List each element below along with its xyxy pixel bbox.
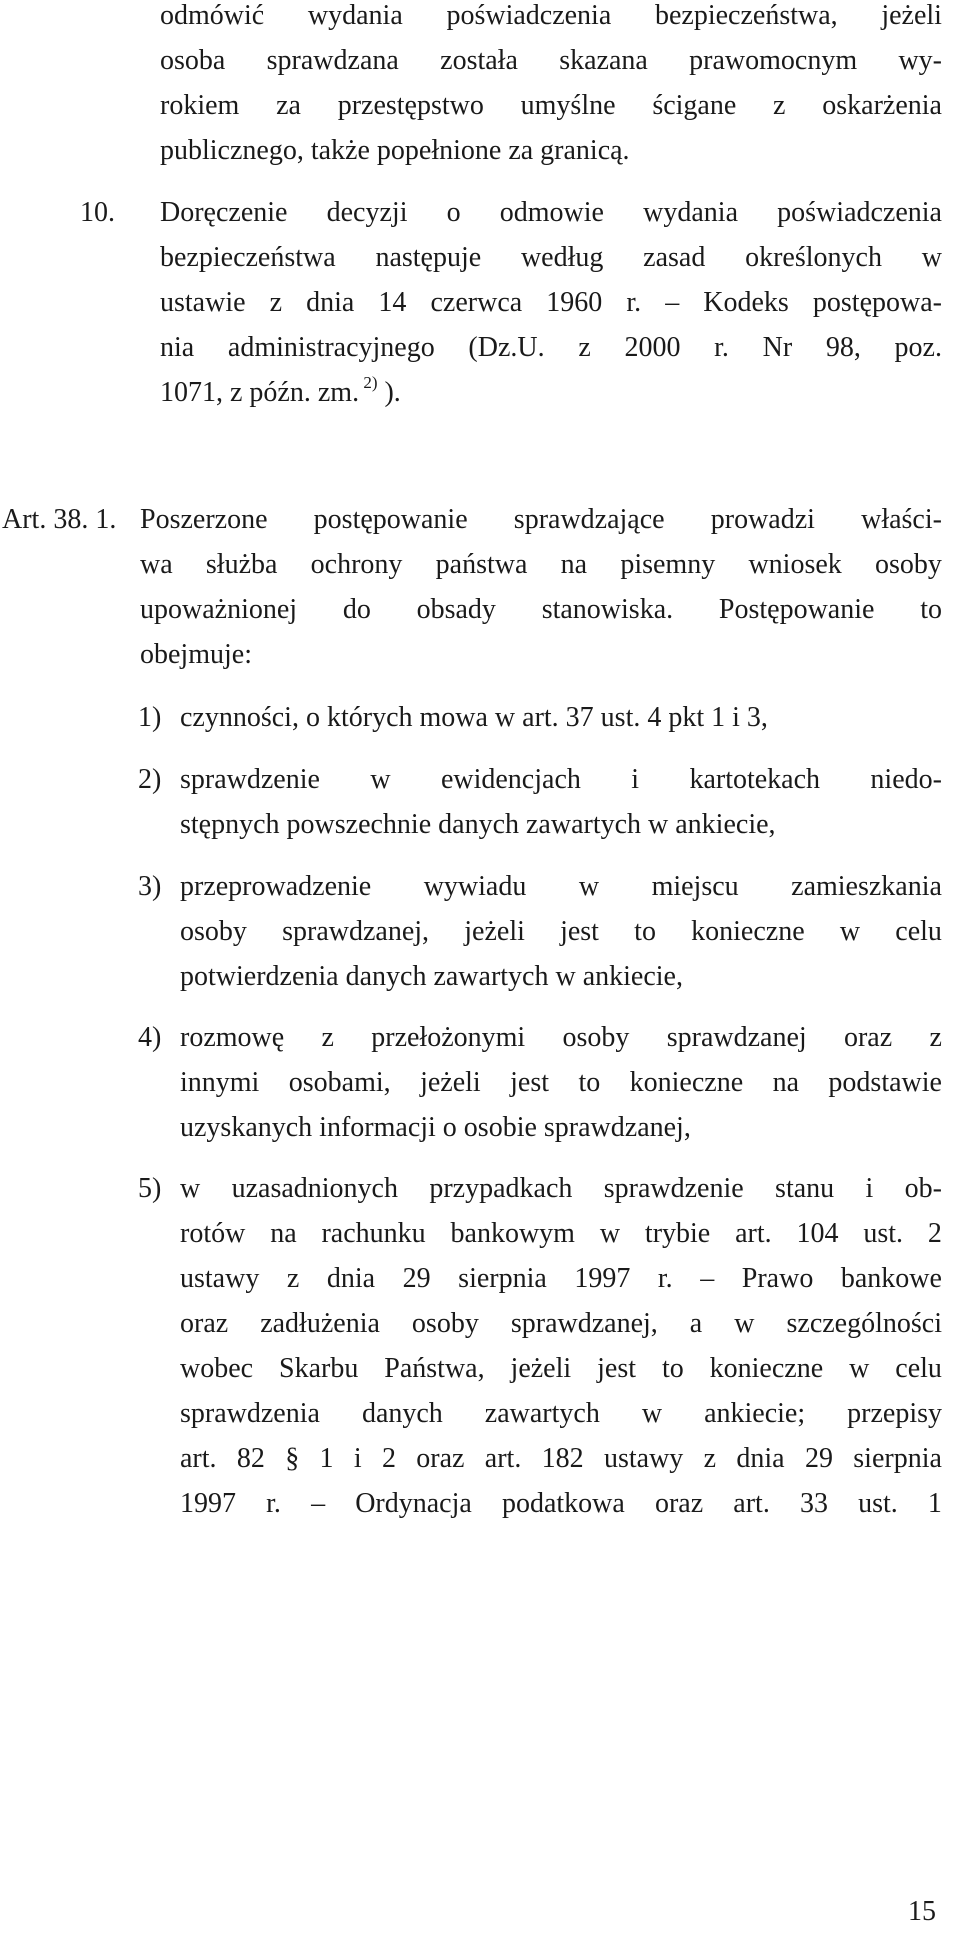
word: w	[849, 1353, 870, 1384]
word: danych	[361, 1398, 443, 1429]
word: państwa	[435, 549, 528, 580]
word: z	[578, 332, 591, 363]
word: to	[920, 594, 942, 625]
word: nia	[160, 332, 195, 363]
word: postępowanie	[313, 504, 468, 535]
word: w	[921, 242, 942, 273]
list-item-line	[180, 1220, 942, 1248]
word: ankiecie;	[704, 1398, 806, 1429]
paragraph-number: 10.	[80, 197, 115, 228]
word: Ordynacja	[355, 1488, 472, 1519]
paragraph-line	[160, 334, 942, 362]
word: –	[311, 1488, 326, 1519]
word: Postępowanie	[718, 594, 875, 625]
word: następuje	[375, 242, 482, 273]
word: konieczne	[709, 1353, 824, 1384]
list-item-line	[180, 1175, 942, 1203]
word: 1997	[180, 1488, 236, 1519]
word: o	[446, 197, 461, 228]
word: kartotekach	[689, 764, 821, 795]
word: art.	[733, 1488, 770, 1519]
word: sierpnia	[853, 1443, 942, 1474]
word: Prawo	[741, 1263, 814, 1294]
word: 2	[927, 1218, 942, 1249]
word: w	[641, 1398, 663, 1429]
word: r.	[657, 1263, 673, 1294]
word: w	[839, 916, 861, 947]
word: podatkowa	[501, 1488, 625, 1519]
word: jest	[560, 916, 599, 947]
list-item-line	[180, 1265, 942, 1293]
word: jeżeli	[464, 916, 525, 947]
word: prawomocnym	[689, 45, 858, 76]
list-item-line	[180, 1490, 942, 1518]
word: umyślne	[520, 90, 616, 121]
word: jest	[510, 1067, 550, 1098]
word: przełożonymi	[371, 1022, 526, 1053]
word: rokiem	[160, 90, 240, 121]
article-line	[140, 551, 942, 579]
word: (Dz.U.	[468, 332, 545, 363]
word: §	[285, 1443, 300, 1474]
word: sprawdzana	[266, 45, 399, 76]
word: 182	[541, 1443, 584, 1474]
paragraph-line	[160, 199, 942, 227]
word: oraz	[416, 1443, 465, 1474]
paragraph-line	[160, 47, 942, 75]
word: zamieszkania	[791, 871, 942, 902]
word: 104	[796, 1218, 839, 1249]
word: 1	[927, 1488, 942, 1519]
word: obsady	[416, 594, 496, 625]
word: szczególności	[786, 1308, 942, 1339]
word: wywiadu	[423, 871, 527, 902]
word: Poszerzone	[140, 504, 268, 535]
word: w	[734, 1308, 755, 1339]
article-line	[140, 596, 942, 624]
word: art.	[735, 1218, 772, 1249]
list-item-line	[180, 1069, 942, 1097]
word: rozmowę	[180, 1022, 285, 1053]
word: 1997	[574, 1263, 631, 1294]
list-item-line	[180, 1445, 942, 1473]
page-number: 15	[908, 1896, 936, 1927]
word: rotów	[180, 1218, 246, 1249]
paragraph-line	[160, 2, 942, 30]
list-item-number: 3)	[138, 871, 162, 902]
word: zawartych	[484, 1398, 600, 1429]
word: Państwa,	[384, 1353, 485, 1384]
word: z	[269, 287, 283, 318]
word: odmówić	[160, 0, 265, 31]
word: decyzji	[326, 197, 408, 228]
word: odmowie	[499, 197, 604, 228]
word: w	[370, 764, 391, 795]
word: poz.	[894, 332, 942, 363]
word: sprawdzenie	[180, 764, 320, 795]
list-item-number: 5)	[138, 1173, 162, 1204]
word: sprawdzanej,	[282, 916, 430, 947]
word: jeżeli	[420, 1067, 481, 1098]
word: przypadkach	[429, 1173, 573, 1204]
word: osoby	[875, 549, 942, 580]
word: ochrony	[310, 549, 403, 580]
word: upoważnionej	[140, 594, 298, 625]
word: postępowa-	[812, 287, 942, 318]
word: sprawdzanej,	[510, 1308, 658, 1339]
word: osobami,	[288, 1067, 391, 1098]
word: a	[689, 1308, 703, 1339]
word: dnia	[306, 287, 355, 318]
word: 1	[319, 1443, 334, 1474]
word: i	[865, 1173, 874, 1204]
word: jeżeli	[881, 0, 942, 31]
word: dnia	[736, 1443, 785, 1474]
word: poświadczenia	[777, 197, 942, 228]
paragraph-line	[160, 289, 942, 317]
word: przeprowadzenie	[180, 871, 372, 902]
word: Nr	[762, 332, 793, 363]
word: wy-	[898, 45, 942, 76]
word: służba	[205, 549, 278, 580]
word: oraz	[843, 1022, 893, 1053]
paragraph-line	[160, 244, 942, 272]
word: czerwca	[430, 287, 523, 318]
word: stanu	[775, 1173, 835, 1204]
word: 2000	[624, 332, 681, 363]
list-item-number: 2)	[138, 764, 162, 795]
word: 98,	[825, 332, 861, 363]
list-item-line	[180, 766, 942, 794]
word: z	[286, 1263, 300, 1294]
word: celu	[895, 916, 942, 947]
word: z	[773, 90, 786, 121]
list-item-number: 1)	[138, 702, 162, 733]
word: w	[578, 871, 600, 902]
word: sprawdzenia	[180, 1398, 320, 1429]
text-span: 1071, z późn. zm.	[160, 377, 360, 408]
word: ust.	[858, 1488, 898, 1519]
word: sprawdzające	[513, 504, 665, 535]
word: to	[578, 1067, 601, 1098]
word: bankowym	[450, 1218, 575, 1249]
list-item-line: uzyskanych informacji o osobie sprawdzanej,	[180, 1112, 691, 1143]
word: wa	[140, 549, 173, 580]
word: bankowe	[840, 1263, 942, 1294]
word: właści-	[861, 504, 942, 535]
paragraph-line: publicznego, także popełnione za granicą.	[160, 135, 630, 166]
word: wydania	[307, 0, 403, 31]
word: z	[321, 1022, 334, 1053]
word: osoby	[411, 1308, 479, 1339]
word: na	[560, 549, 588, 580]
word: określonych	[745, 242, 882, 273]
word: zasad	[643, 242, 706, 273]
word: do	[342, 594, 371, 625]
list-item-line: stępnych powszechnie danych zawartych w ankiecie,	[180, 809, 776, 840]
word: 14	[378, 287, 407, 318]
word: ustawy	[180, 1263, 260, 1294]
word: osoba	[160, 45, 226, 76]
word: to	[634, 916, 656, 947]
list-item-line	[180, 873, 942, 901]
word: podstawie	[828, 1067, 942, 1098]
word: 29	[402, 1263, 431, 1294]
word: trybie	[644, 1218, 711, 1249]
article-line	[140, 506, 942, 534]
word: dnia	[326, 1263, 376, 1294]
footnote-ref: 2)	[359, 373, 378, 392]
word: za	[276, 90, 301, 121]
word: wydania	[643, 197, 739, 228]
word: ustawy	[603, 1443, 684, 1474]
word: r.	[714, 332, 729, 363]
word: 1960	[546, 287, 603, 318]
word: osoby	[180, 916, 247, 947]
word: sprawdzanej	[666, 1022, 807, 1053]
word: 33	[799, 1488, 828, 1519]
word: r.	[266, 1488, 281, 1519]
word: oraz	[180, 1308, 229, 1339]
word: to	[661, 1353, 684, 1384]
paragraph-line	[160, 373, 401, 408]
word: bezpieczeństwa	[160, 242, 336, 273]
word: przepisy	[847, 1398, 942, 1429]
word: skazana	[559, 45, 648, 76]
word: konieczne	[691, 916, 805, 947]
word: 2	[381, 1443, 396, 1474]
word: jest	[597, 1353, 636, 1384]
word: niedo-	[870, 764, 942, 795]
word: w	[599, 1218, 621, 1249]
word: art.	[484, 1443, 522, 1474]
list-item-line: potwierdzenia danych zawartych w ankiecie,	[180, 961, 683, 992]
word: ust.	[863, 1218, 904, 1249]
word: ścigane	[652, 90, 737, 121]
word: i	[631, 764, 640, 795]
word: wniosek	[748, 549, 842, 580]
word: oskarżenia	[822, 90, 942, 121]
word: na	[772, 1067, 799, 1098]
word: sprawdzenie	[603, 1173, 744, 1204]
list-item-line	[180, 918, 942, 946]
word: ustawie	[160, 287, 246, 318]
word: 82	[236, 1443, 265, 1474]
article-line: obejmuje:	[140, 639, 252, 670]
word: według	[520, 242, 604, 273]
list-item-line: czynności, o których mowa w art. 37 ust. 4 pkt 1 i 3,	[180, 702, 768, 733]
word: Doręczenie	[160, 197, 288, 228]
word: jeżeli	[510, 1353, 572, 1384]
word: z	[929, 1022, 942, 1053]
word: sierpnia	[458, 1263, 547, 1294]
word: celu	[895, 1353, 942, 1384]
word: 29	[804, 1443, 833, 1474]
word: ob-	[904, 1173, 942, 1204]
article-number: Art. 38. 1.	[2, 504, 117, 535]
list-item-number: 4)	[138, 1022, 162, 1053]
word: innymi	[180, 1067, 260, 1098]
word: uzasadnionych	[231, 1173, 398, 1204]
word: ewidencjach	[440, 764, 581, 795]
list-item-line	[180, 1355, 942, 1383]
word: przestępstwo	[337, 90, 484, 121]
word: Skarbu	[279, 1353, 359, 1384]
word: pisemny	[620, 549, 716, 580]
word: i	[353, 1443, 362, 1474]
word: z	[703, 1443, 717, 1474]
word: prowadzi	[710, 504, 815, 535]
word: stanowiska.	[541, 594, 674, 625]
word: poświadczenia	[446, 0, 612, 31]
word: oraz	[654, 1488, 704, 1519]
word: w	[180, 1173, 201, 1204]
word: osoby	[562, 1022, 630, 1053]
word: została	[440, 45, 518, 76]
word: wobec	[180, 1353, 254, 1384]
word: konieczne	[629, 1067, 744, 1098]
word: –	[665, 287, 680, 318]
text-span: ).	[377, 377, 401, 408]
list-item-line	[180, 1400, 942, 1428]
word: Kodeks	[703, 287, 789, 318]
word: administracyjnego	[227, 332, 435, 363]
word: art.	[180, 1443, 217, 1474]
list-item-line	[180, 1310, 942, 1338]
paragraph-line	[160, 92, 942, 120]
word: r.	[626, 287, 642, 318]
word: zadłużenia	[260, 1308, 380, 1339]
word: bezpieczeństwa,	[654, 0, 838, 31]
word: –	[700, 1263, 715, 1294]
word: rachunku	[321, 1218, 426, 1249]
list-item-line	[180, 1024, 942, 1052]
word: na	[270, 1218, 297, 1249]
word: miejscu	[651, 871, 739, 902]
